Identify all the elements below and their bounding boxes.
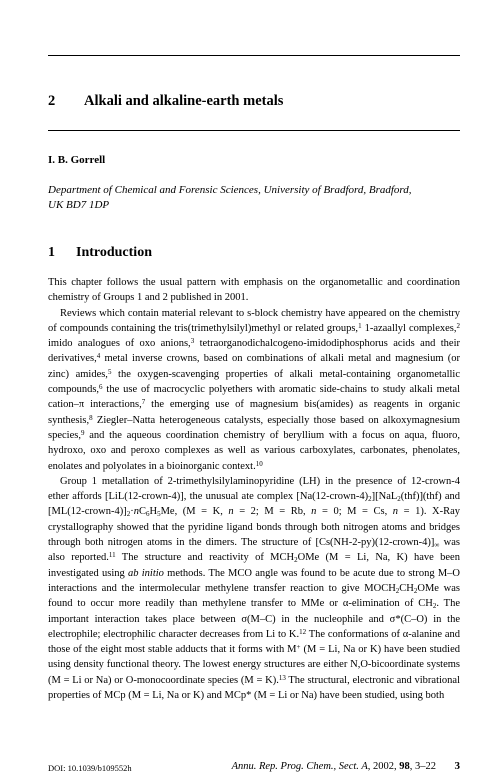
text-run: Reviews which contain material relevant to s-block chemistry have appeared on the chemistry of compounds containing the tris(trimethylsilyl)methyl or related groups, <box>48 307 460 334</box>
journal-name: Annu. Rep. Prog. Chem., Sect. A <box>231 761 368 772</box>
reference-number: 3 <box>190 337 195 346</box>
author-name: I. B. Gorrell <box>48 154 106 166</box>
text-run: (M = Li, Na or K) have been studied using density functional theory. The lowest energy structures are either N,O-bicoordinate systems (M = Li or Na) or O-monocoordinate species (M = K). <box>48 644 460 686</box>
italic-n: n <box>133 506 139 518</box>
text-run: = 2; M = Rb, <box>233 506 312 518</box>
reference-number: 11 <box>108 551 116 560</box>
reference-number: 7 <box>141 398 146 407</box>
superscript: + <box>296 643 301 652</box>
reference-number: 4 <box>96 352 101 361</box>
reference-number: 12 <box>299 627 307 636</box>
text-run: OMe (M = Li, Na, K) have been investigated using <box>48 552 460 579</box>
subscript: 2 <box>432 602 437 611</box>
text-run: 1-azaallyl complexes, <box>361 322 457 334</box>
text-run: Me, (M = K, <box>160 506 229 518</box>
subscript: 2 <box>294 556 298 565</box>
section-title: Introduction <box>76 245 152 260</box>
text-run: (thf)](thf) and [ML(12-crown-4)] <box>48 491 460 518</box>
text-run: the emerging use of magnesium bis(amides) as reagents in organic synthesis, <box>48 399 460 426</box>
paragraph <box>48 474 460 703</box>
text-run: = 1). X-Ray crystallography showed that the pyridine ligand bonds through both nitrogen atoms and bridges through both nitrogen atoms in the dimers. The structure of [Cs(NH-2-py)(12-crown-4)] <box>48 506 460 549</box>
subscript: 2 <box>126 510 131 519</box>
text-run: · <box>130 506 134 518</box>
affiliation-line: UK BD7 1DP <box>48 199 110 211</box>
subscript: 2 <box>368 495 372 504</box>
text-run: . The important interaction takes place between σ(M–C) in the nucleophile and σ*(C–O) in the electrophile; electrophilic character decreases from Li to K. <box>48 598 460 640</box>
section-heading <box>48 245 152 261</box>
top-rule <box>48 55 460 56</box>
reference-number: 10 <box>255 459 263 468</box>
reference-number: 8 <box>89 413 93 422</box>
italic-n: n <box>392 506 399 518</box>
subscript: 2 <box>397 495 401 504</box>
text-run: the oxygen-scavenging properties of alkali metal-containing organometallic compounds, <box>48 368 460 396</box>
text-run: = 0; M = Cs, <box>316 506 393 518</box>
page-footer <box>48 760 460 776</box>
page-number: 3 <box>454 760 460 772</box>
paragraph: This chapter follows the usual pattern with emphasis on the organometallic and coordination chemistry of Groups 1 and 2 published in 2001. <box>48 277 460 304</box>
text-run: The structure and reactivity of MCH <box>115 552 295 564</box>
text-run: The conformations of α-alanine and those of the eight most stable adducts that it forms with M <box>48 628 460 656</box>
text-run: tetraorganodichalcogeno-imidodiphosphorus acids and their derivatives, <box>48 338 460 365</box>
text-run: Ziegler–Natta heterogeneous catalysts, especially those based on alkoxymagnesium species, <box>48 414 460 441</box>
text-run: imido analogues of oxo anions, <box>48 338 191 350</box>
reference-number: 2 <box>456 321 461 330</box>
subscript: 2 <box>413 586 418 595</box>
text-run: the use of macrocyclic polyethers with aromatic side-chains to study alkali metal cation–π interactions, <box>48 384 460 411</box>
author-affiliation <box>48 183 412 213</box>
paragraph <box>48 306 460 474</box>
citation-pages: , 3–22 <box>409 761 436 772</box>
chapter-rule <box>48 130 460 131</box>
text-run: H <box>149 506 158 518</box>
text-run: metal inverse crowns, based on combinations of alkali metal and magnesium (or zinc) amides, <box>48 353 460 380</box>
citation-year: , 2002, <box>367 761 400 772</box>
citation-volume: 98 <box>399 761 410 772</box>
text-run: ][NaL <box>371 491 398 503</box>
subscript: 2 <box>395 586 400 595</box>
text-run: OMe was found to occur more readily than methylene transfer to MMe or α-elimination of CH <box>48 582 460 610</box>
text-run: C <box>138 506 146 518</box>
reference-number: 9 <box>80 428 85 437</box>
section-number: 1 <box>48 245 55 260</box>
body-text <box>48 275 460 703</box>
subscript: ∞ <box>434 541 440 550</box>
chapter-number: 2 <box>48 93 56 109</box>
italic-n: n <box>311 506 317 518</box>
doi: DOI: 10.1039/b109552h <box>48 763 132 773</box>
text-run: CH <box>399 582 414 594</box>
reference-number: 6 <box>99 383 103 392</box>
text-run: The structural, electronic and vibrational properties of MCp (M = Li, Na or K) and MCp* (M = Li or Na) have been studied, using both <box>48 674 460 702</box>
journal-citation <box>232 761 436 772</box>
text-run: Group 1 metallation of 2-trimethylsilylaminopyridine (LH) in the presence of 12-crown-4 ether affords [LiL(12-crown-4)], the unusual ate complex [Na(12-crown-4) <box>48 475 460 503</box>
italic-term: ab initio <box>128 567 164 579</box>
affiliation-line: Department of Chemical and Forensic Sciences, University of Bradford, Bradford, <box>48 184 412 196</box>
reference-number: 5 <box>107 367 112 376</box>
reference-number: 1 <box>358 321 362 330</box>
text-run: methods. The MCO angle was found to be acute due to strong M–O interactions and the intermolecular methylene transfer reaction to give MOCH <box>48 567 460 594</box>
reference-number: 13 <box>278 673 286 682</box>
subscript: 5 <box>157 510 161 519</box>
text-run: and the aqueous coordination chemistry of beryllium with a focus on aqua, fluoro, hydroxo, oxo and peroxo complexes as well as various carboxylates, carbonates, phenolates, enolates and polyolates in a bioinorganic context. <box>48 429 460 472</box>
text-run: was also reported. <box>48 537 460 564</box>
italic-n: n <box>228 506 234 518</box>
chapter-title: Alkali and alkaline-earth metals <box>84 93 284 109</box>
subscript: 6 <box>146 510 150 519</box>
chapter-heading <box>48 93 283 110</box>
